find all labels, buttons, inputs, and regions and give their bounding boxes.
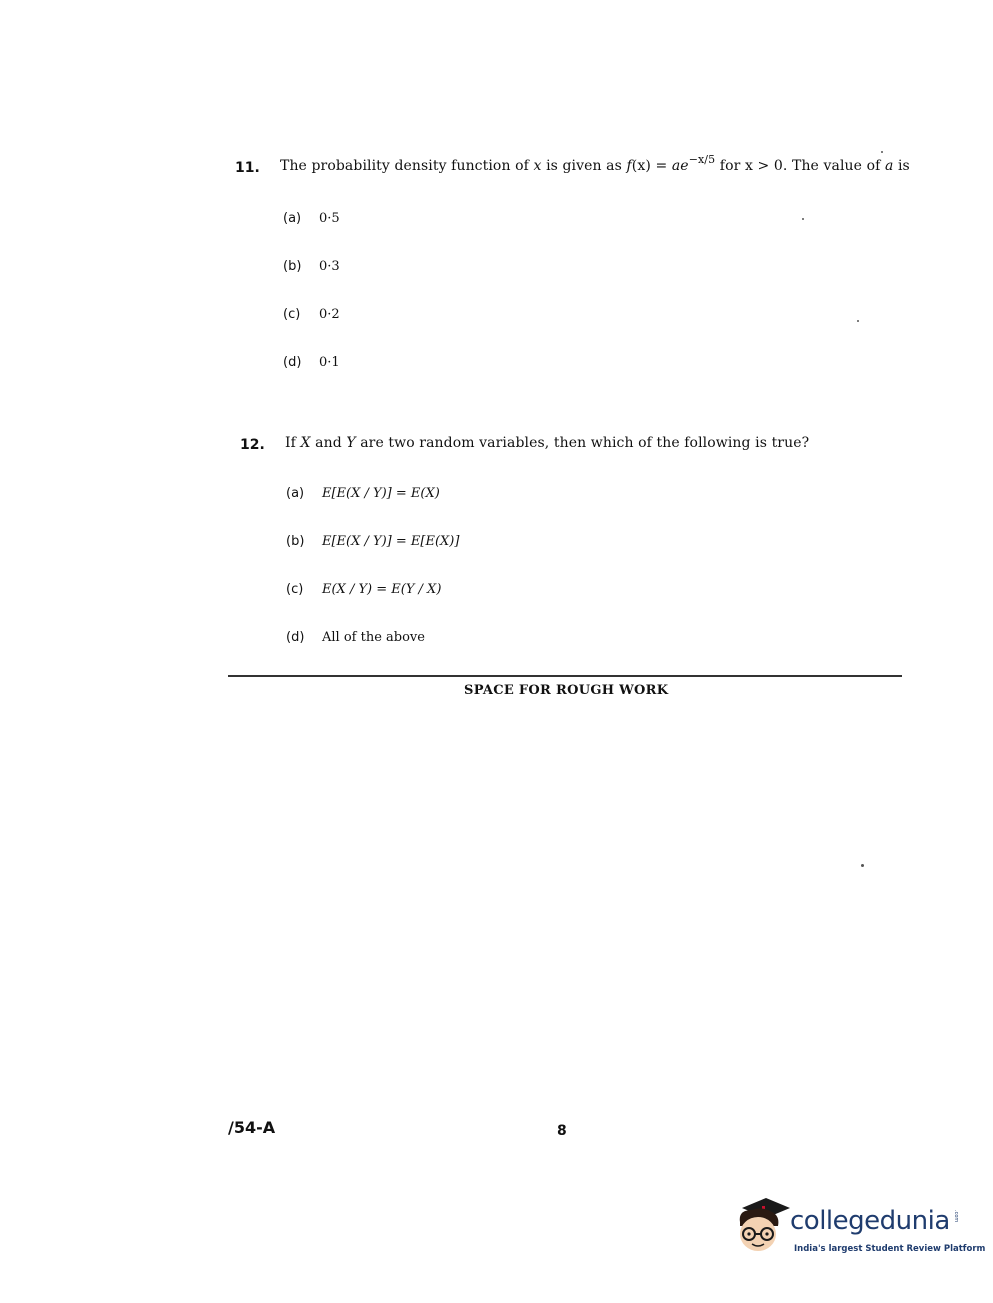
- question-11-option-c: (c) 0·2: [283, 307, 340, 322]
- logo-brand: collegedunia: [790, 1206, 950, 1236]
- question-11-option-b: (b) 0·3: [283, 259, 340, 274]
- question-12-option-b: (b) E[E(X / Y)] = E[E(X)]: [286, 534, 460, 549]
- question-12-option-a: (a) E[E(X / Y)] = E(X): [286, 486, 440, 501]
- question-11-text: The probability density function of x is given as $f(x) = ae^{-x/5}$ for x > 0. The value of a is: [280, 153, 910, 174]
- paper-code: /54-A: [228, 1118, 276, 1137]
- question-11-number: 11.: [235, 160, 260, 176]
- logo-com: .com: [953, 1210, 959, 1223]
- mascot-icon: [732, 1196, 794, 1262]
- question-11-option-a: (a) 0·5: [283, 211, 340, 226]
- scan-speck: [861, 864, 864, 867]
- question-12-option-d: (d) All of the above: [286, 630, 425, 645]
- question-12-number: 12.: [240, 437, 265, 453]
- logo-tagline: India's largest Student Review Platform: [794, 1244, 986, 1254]
- scan-speck: [857, 320, 859, 322]
- question-12-option-c: (c) E(X / Y) = E(Y / X): [286, 582, 442, 597]
- scan-speck: [802, 218, 804, 220]
- page-number: 8: [557, 1123, 567, 1139]
- rough-work-heading: SPACE FOR ROUGH WORK: [464, 683, 669, 698]
- question-11-option-d: (d) 0·1: [283, 355, 340, 370]
- scan-speck: [881, 151, 883, 153]
- collegedunia-logo: [732, 1196, 986, 1266]
- question-12-text: If X and Y are two random variables, then which of the following is true?: [285, 435, 810, 451]
- rough-work-divider: [228, 675, 902, 677]
